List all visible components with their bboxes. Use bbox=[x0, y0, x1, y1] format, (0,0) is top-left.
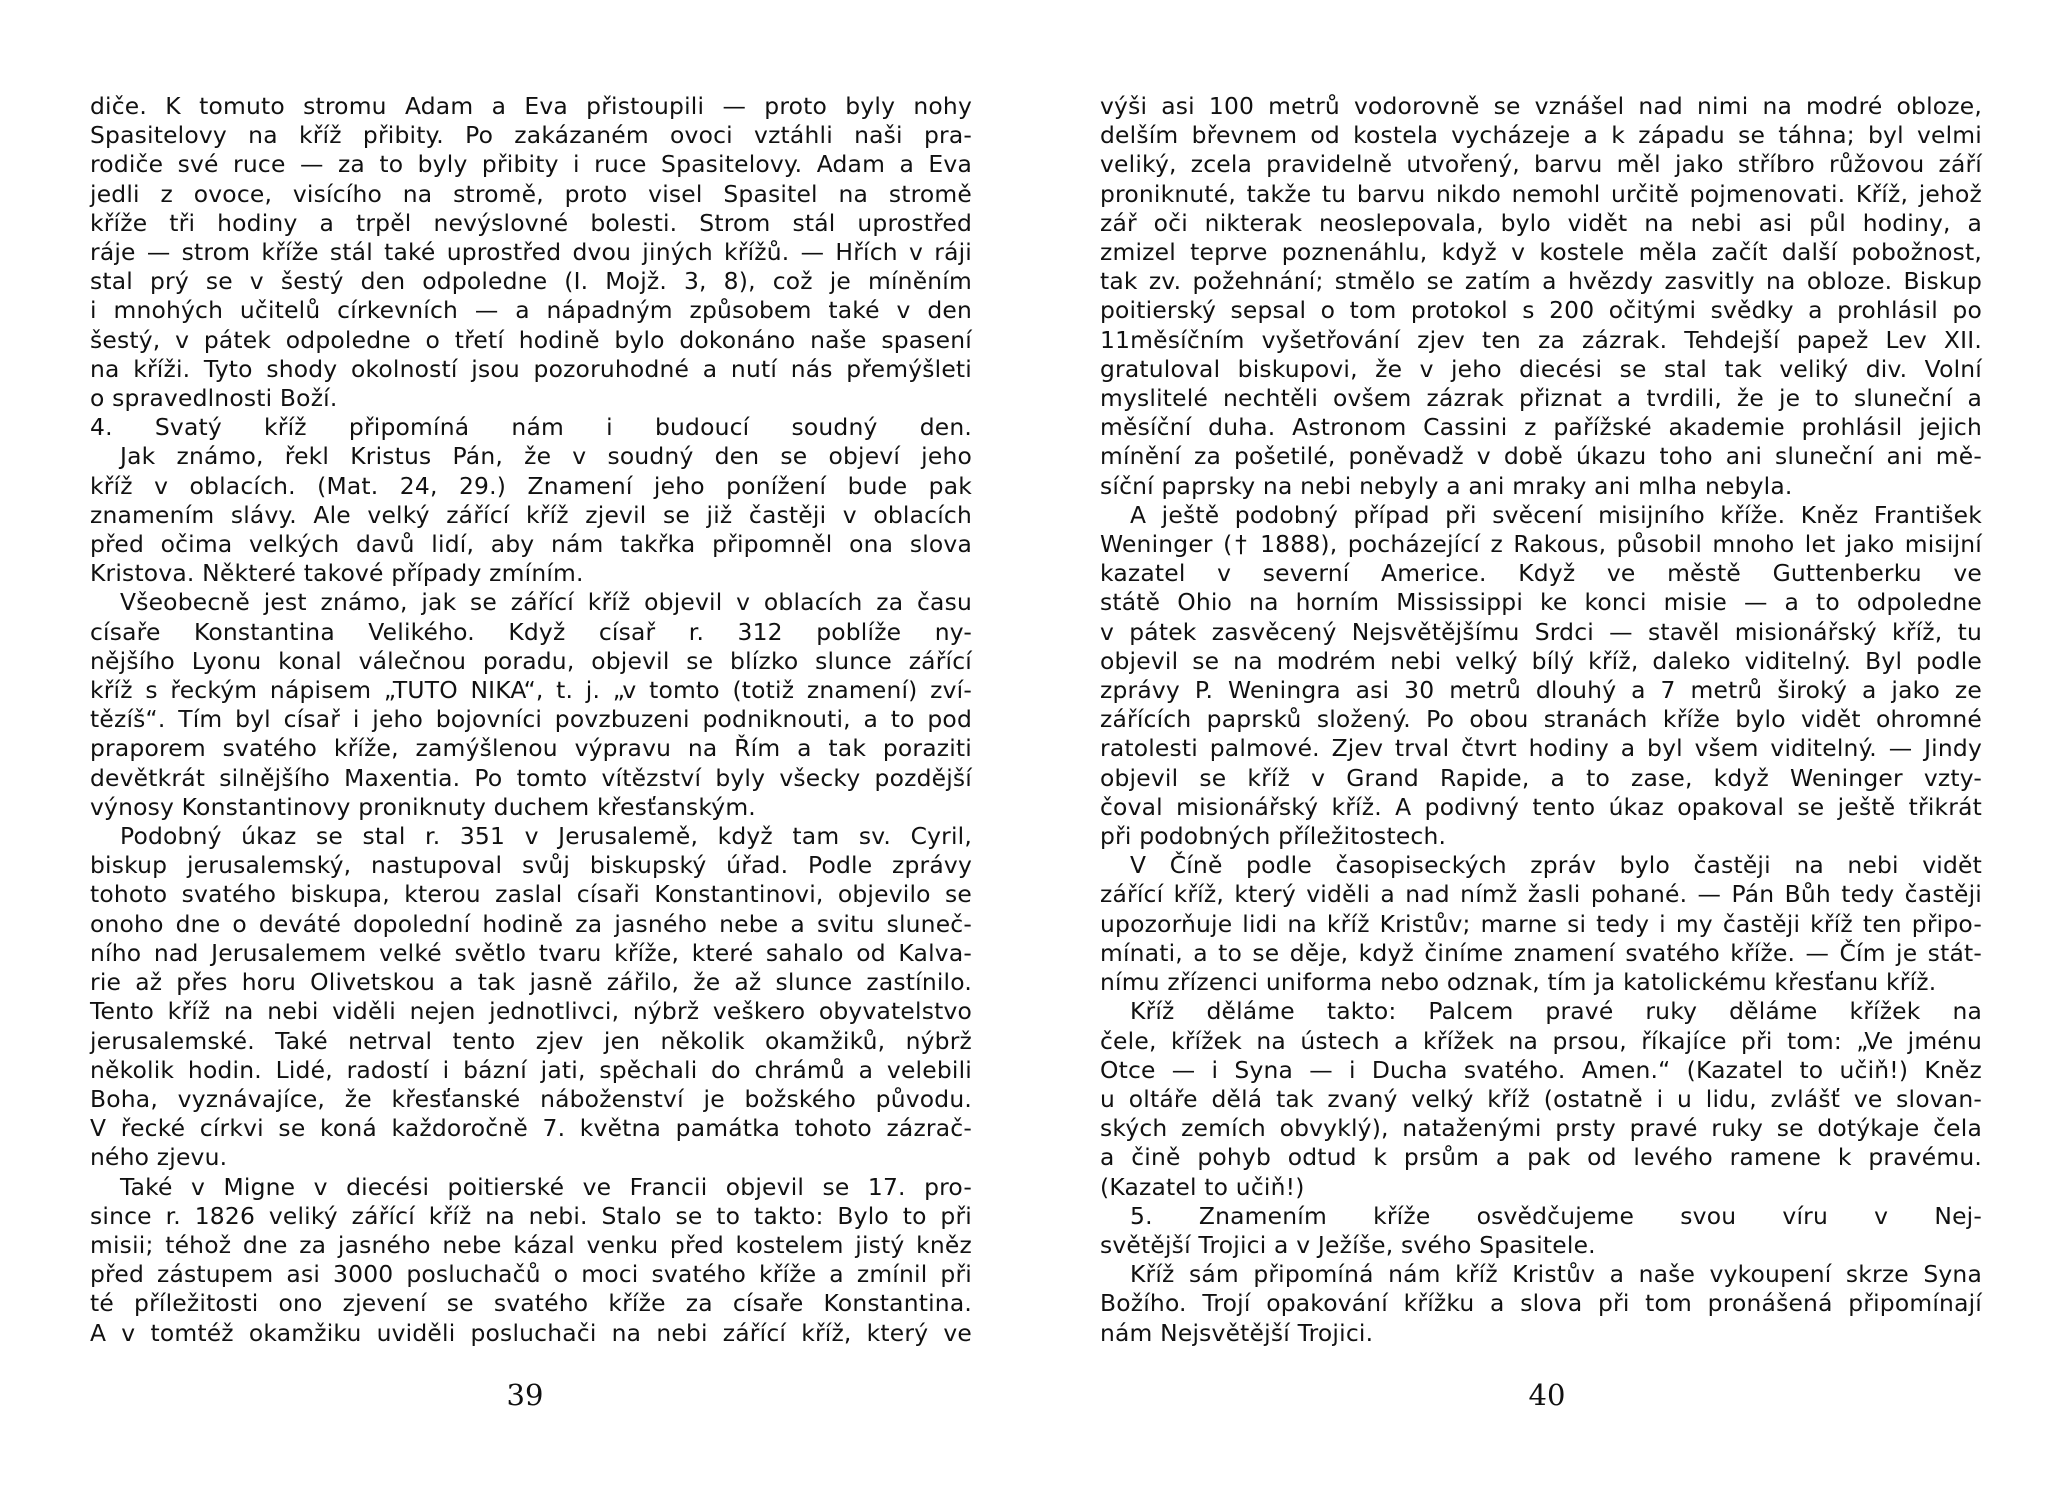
left-text-line: Jak známo, řekl Kristus Pán, že v soudný den se objeví jeho bbox=[120, 442, 972, 471]
right-text-line: státě Ohio na horním Mississippi ke konci misie — a to odpoledne bbox=[1100, 588, 1982, 617]
left-text-line: kříže tři hodiny a trpěl nevýslovné bolesti. Strom stál uprostřed bbox=[90, 208, 972, 237]
right-text-line: u oltáře dělá tak zvaný velký kříž (ostatně i u lidu, zvlášť ve slovan- bbox=[1100, 1084, 1982, 1113]
right-text-line: myslitelé nechtěli ovšem zázrak přiznat a tvrdili, že je to sluneční a bbox=[1100, 384, 1982, 413]
right-text-line: nám Nejsvětější Trojici. bbox=[1100, 1318, 1374, 1347]
left-text-line: o spravedlnosti Boží. bbox=[90, 384, 338, 413]
right-text-line: A ještě podobný případ při svěcení misijního kříže. Kněz František bbox=[1130, 500, 1982, 529]
left-text-line: císaře Konstantina Velikého. Když císař r. 312 poblíže ny- bbox=[90, 617, 972, 646]
left-text-line: ného zjevu. bbox=[90, 1143, 228, 1172]
right-text-line: objevil se na modrém nebi velký bílý kříž, daleko viditelný. Byl podle bbox=[1100, 646, 1982, 675]
right-text-line: tak zv. požehnání; stmělo se zatím a hvězdy zasvitly na obloze. Biskup bbox=[1100, 267, 1982, 296]
right-text-line: zář oči nikterak neoslepovala, bylo vidět na nebi asi půl hodiny, a bbox=[1100, 208, 1982, 237]
left-text-line: Tento kříž na nebi viděli nejen jednotlivci, nýbrž veškero obyvatelstvo bbox=[90, 997, 972, 1026]
left-text-line: jerusalemské. Také netrval tento zjev jen několik okamžiků, nýbrž bbox=[90, 1026, 972, 1055]
left-text-line: Kristova. Některé takové případy zmíním. bbox=[90, 559, 584, 588]
right-text-line: poitierský sepsal o tom protokol s 200 očitými svědky a prohlásil po bbox=[1100, 296, 1982, 325]
left-text-line: diče. K tomuto stromu Adam a Eva přistoupili — proto byly nohy bbox=[90, 92, 972, 120]
right-text-line: delším břevnem od kostela vycházeje a k západu se táhna; byl velmi bbox=[1100, 121, 1982, 150]
right-text-line: výši asi 100 metrů vodorovně se vznášel nad nimi na modré obloze, bbox=[1100, 92, 1982, 120]
right-text-line: mínati, a to se děje, když činíme znamení svatého kříže. — Čím je stát- bbox=[1100, 938, 1982, 967]
left-text-line: znamením slávy. Ale velký zářící kříž zjevil se již častěji v oblacích bbox=[90, 500, 972, 529]
left-text-line: 4. Svatý kříž připomíná nám i budoucí soudný den. bbox=[90, 413, 972, 442]
right-text-line: zprávy P. Weningra asi 30 metrů dlouhý a 7 metrů široký a jako ze bbox=[1100, 676, 1982, 705]
left-text-line: výnosy Konstantinovy proniknuty duchem křesťanským. bbox=[90, 792, 756, 821]
right-text-line: síční paprsky na nebi nebyly a ani mraky ani mlha nebyla. bbox=[1100, 471, 1793, 500]
right-text-line: proniknuté, takže tu barvu nikdo nemohl určitě pojmenovati. Kříž, jehož bbox=[1100, 179, 1982, 208]
right-text-line: měsíční duha. Astronom Cassini z pařížské akademie prohlásil jejich bbox=[1100, 413, 1982, 442]
left-text-line: před očima velkých davů lidí, aby nám takřka připomněl ona slova bbox=[90, 530, 972, 559]
page-left bbox=[90, 92, 972, 1348]
left-text-line: kříž v oblacích. (Mat. 24, 29.) Znamení jeho ponížení bude pak bbox=[90, 471, 972, 500]
left-text-line: since r. 1826 veliký zářící kříž na nebi. Stalo se to takto: Bylo to při bbox=[90, 1201, 972, 1230]
left-text-line: biskup jerusalemský, nastupoval svůj biskupský úřad. Podle zprávy bbox=[90, 851, 972, 880]
right-text-line: světější Trojici a v Ježíše, svého Spasitele. bbox=[1100, 1230, 1596, 1259]
left-text-line: V řecké církvi se koná každoročně 7. května památka tohoto zázrač- bbox=[90, 1114, 972, 1143]
right-text-line: gratuloval biskupovi, že v jeho diecési se stal tak veliký div. Volní bbox=[1100, 354, 1982, 383]
page-number-left: 39 bbox=[506, 1378, 544, 1412]
left-text-line: rodiče své ruce — za to byly přibity i ruce Spasitelovy. Adam a Eva bbox=[90, 150, 972, 179]
left-text-line: té příležitosti ono zjevení se svatého kříže za císaře Konstantina. bbox=[90, 1289, 972, 1318]
right-text-line: zmizel teprve poznenáhlu, když v kostele měla začít další pobožnost, bbox=[1100, 238, 1982, 267]
left-text-line: praporem svatého kříže, zamýšlenou výpravu na Řím a tak poraziti bbox=[90, 734, 972, 763]
left-text-line: Podobný úkaz se stal r. 351 v Jerusalemě, když tam sv. Cyril, bbox=[120, 822, 972, 851]
left-text-line: tězíš“. Tím byl císař i jeho bojovníci povzbuzeni podniknouti, a to pod bbox=[90, 705, 972, 734]
right-text-line: zářících paprsků složený. Po obou stranách kříže bylo vidět ohromné bbox=[1100, 705, 1982, 734]
right-text-line: Weninger († 1888), pocházející z Rakous, působil mnoho let jako misijní bbox=[1100, 530, 1982, 559]
right-text-line: nímu zřízenci uniforma nebo odznak, tím ja katolickému křesťanu kříž. bbox=[1100, 968, 1937, 997]
left-text-line: onoho dne o deváté dopolední hodině za jasného nebe a svitu sluneč- bbox=[90, 909, 972, 938]
left-text-line: tohoto svatého biskupa, kterou zaslal císaři Konstantinovi, objevilo se bbox=[90, 880, 972, 909]
right-text-line: Otce — i Syna — i Ducha svatého. Amen.“ (Kazatel to učiň!) Kněz bbox=[1100, 1055, 1982, 1084]
left-text-line: devětkrát silnějšího Maxentia. Po tomto vítězství byly všecky pozdější bbox=[90, 763, 972, 792]
page-right-text bbox=[1100, 92, 1982, 1348]
left-text-line: misii; téhož dne za jasného nebe kázal venku před kostelem jistý kněz bbox=[90, 1230, 972, 1259]
page-right bbox=[1100, 92, 1982, 1348]
left-text-line: před zástupem asi 3000 posluchačů o moci svatého kříže a zmínil při bbox=[90, 1260, 972, 1289]
right-text-line: a čině pohyb odtud k prsům a pak od levého ramene k pravému. bbox=[1100, 1143, 1982, 1172]
right-text-line: objevil se kříž v Grand Rapide, a to zase, když Weninger vzty- bbox=[1100, 763, 1982, 792]
left-text-line: několik hodin. Lidé, radostí i bázní jati, spěchali do chrámů a velebili bbox=[90, 1055, 972, 1084]
right-text-line: v pátek zasvěcený Nejsvětějšímu Srdci — stavěl misionářský kříž, tu bbox=[1100, 617, 1982, 646]
left-text-line: Také v Migne v diecési poitierské ve Francii objevil se 17. pro- bbox=[120, 1172, 972, 1201]
right-text-line: upozorňuje lidi na kříž Kristův; marne si tedy i my častěji kříž ten připo- bbox=[1100, 909, 1982, 938]
right-text-line: čoval misionářský kříž. A podivný tento úkaz opakoval se ještě třikrát bbox=[1100, 792, 1982, 821]
right-text-line: V Číně podle časopiseckých zpráv bylo častěji na nebi vidět bbox=[1130, 851, 1982, 880]
left-text-line: Spasitelovy na kříž přibity. Po zakázaném ovoci vztáhli naši pra- bbox=[90, 121, 972, 150]
right-text-line: zářící kříž, který viděli a nad nímž žasli pohané. — Pán Bůh tedy častěji bbox=[1100, 880, 1982, 909]
left-text-line: nějšího Lyonu konal válečnou poradu, objevil se blízko slunce zářící bbox=[90, 646, 972, 675]
left-text-line: kříž s řeckým nápisem „TUTO NIKA“, t. j. „v tomto (totiž znamení) zví- bbox=[90, 676, 972, 705]
left-text-line: A v tomtéž okamžiku uviděli posluchači na nebi zářící kříž, který ve bbox=[90, 1318, 972, 1347]
right-text-line: ských zemích obvyklý), nataženými prsty pravé ruky se dotýkaje čela bbox=[1100, 1114, 1982, 1143]
page-number-right: 40 bbox=[1528, 1378, 1566, 1412]
left-text-line: Boha, vyznávajíce, že křesťanské náboženství je božského původu. bbox=[90, 1084, 972, 1113]
right-text-line: ratolesti palmové. Zjev trval čtvrt hodiny a byl všem viditelný. — Jindy bbox=[1100, 734, 1982, 763]
right-text-line: veliký, zcela pravidelně utvořený, barvu měl jako stříbro růžovou září bbox=[1100, 150, 1982, 179]
right-text-line: Kříž sám připomíná nám kříž Kristův a naše vykoupení skrze Syna bbox=[1130, 1260, 1982, 1289]
left-text-line: stal prý se v šestý den odpoledne (I. Mojž. 3, 8), což je míněním bbox=[90, 267, 972, 296]
right-text-line: kazatel v severní Americe. Když ve městě Guttenberku ve bbox=[1100, 559, 1982, 588]
left-text-line: jedli z ovoce, visícího na stromě, proto visel Spasitel na stromě bbox=[90, 179, 972, 208]
left-text-line: i mnohých učitelů církevních — a nápadným způsobem také v den bbox=[90, 296, 972, 325]
right-text-line: mínění za pošetilé, poněvadž v době úkazu toho ani sluneční ani mě- bbox=[1100, 442, 1982, 471]
left-text-line: rie až přes horu Olivetskou a tak jasně zářilo, že až slunce zastínilo. bbox=[90, 968, 972, 997]
left-text-line: šestý, v pátek odpoledne o třetí hodině bylo dokonáno naše spasení bbox=[90, 325, 972, 354]
right-text-line: 11měsíčním vyšetřování zjev ten za zázrak. Tehdejší papež Lev XII. bbox=[1100, 325, 1982, 354]
left-text-line: Všeobecně jest známo, jak se zářící kříž objevil v oblacích za času bbox=[120, 588, 972, 617]
left-text-line: ního nad Jerusalemem velké světlo tvaru kříže, které sahalo od Kalva- bbox=[90, 938, 972, 967]
right-text-line: 5. Znamením kříže osvědčujeme svou víru v Nej- bbox=[1130, 1201, 1982, 1230]
right-text-line: (Kazatel to učiň!) bbox=[1100, 1172, 1305, 1201]
right-text-line: čele, křížek na ústech a křížek na prsou, říkajíce při tom: „Ve jménu bbox=[1100, 1026, 1982, 1055]
left-text-line: na kříži. Tyto shody okolností jsou pozoruhodné a nutí nás přemýšleti bbox=[90, 354, 972, 383]
left-text-line: ráje — strom kříže stál také uprostřed dvou jiných křížů. — Hřích v ráji bbox=[90, 238, 972, 267]
right-text-line: Božího. Trojí opakování křížku a slova při tom pronášená připomínají bbox=[1100, 1289, 1982, 1318]
page-left-text bbox=[90, 92, 972, 1348]
right-text-line: Kříž děláme takto: Palcem pravé ruky děláme křížek na bbox=[1130, 997, 1982, 1026]
right-text-line: při podobných příležitostech. bbox=[1100, 822, 1447, 851]
